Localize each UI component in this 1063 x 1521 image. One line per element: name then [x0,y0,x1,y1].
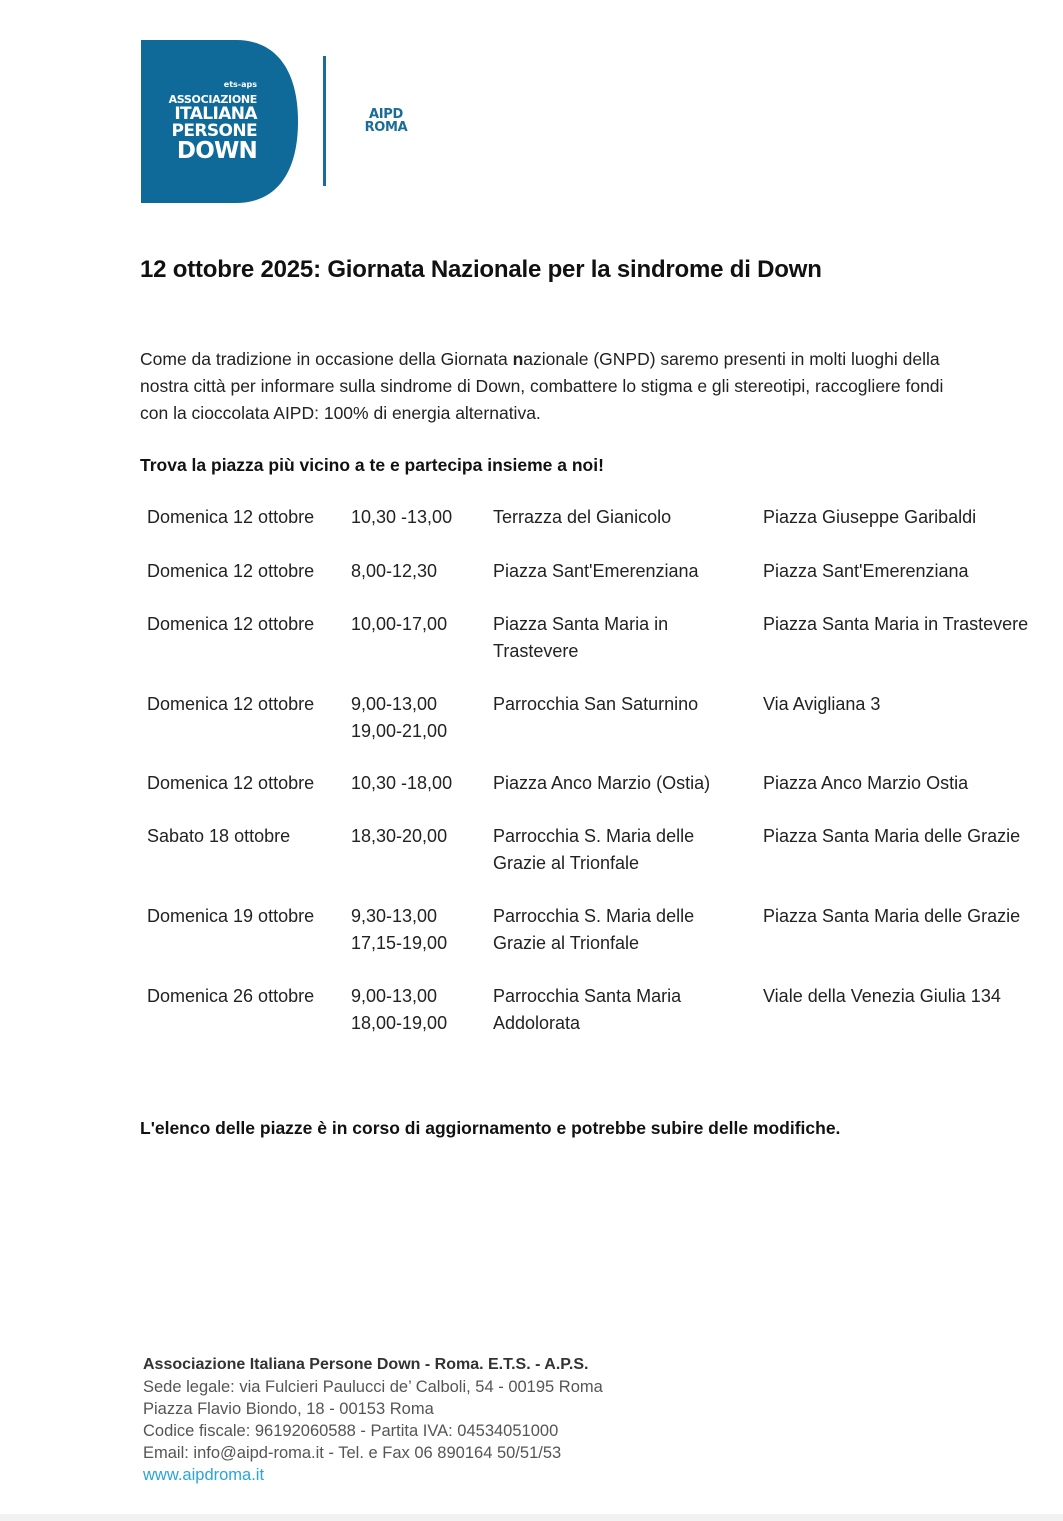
row-time: 9,00-13,00 [351,694,438,714]
row-date: Domenica 12 ottobre [147,507,315,527]
row-address: Viale della Venezia Giulia 134 [763,986,1001,1006]
footer-org: Associazione Italiana Persone Down - Roma. E.T.S. - A.P.S. [143,1356,589,1373]
sublogo [361,108,411,134]
row-address: Piazza Giuseppe Garibaldi [763,507,977,527]
row-times [351,558,437,585]
footer-line-legal: Sede legale: via Fulcieri Paulucci de’ Calboli, 54 - 00195 Roma [143,1378,603,1396]
row-place-line: Terrazza del Gianicolo [493,507,672,527]
row-place-line: Piazza Sant'Emerenziana [493,561,699,581]
intro-part-1: Come da tradizione in occasione della Giornata [140,349,513,369]
intro-paragraph [140,346,960,427]
row-place [493,558,699,585]
row-date: Domenica 12 ottobre [147,614,315,634]
row-place [493,823,694,877]
footer-line-contact: Email: info@aipd-roma.it - Tel. e Fax 06 890164 50/51/53 [143,1444,562,1462]
row-times [351,823,447,850]
row-time: 10,30 -18,00 [351,773,453,793]
row-date: Domenica 26 ottobre [147,986,315,1006]
row-time: 8,00-12,30 [351,561,438,581]
row-time: 18,30-20,00 [351,826,448,846]
row-times [351,983,447,1037]
row-time: 19,00-21,00 [351,721,448,741]
row-times [351,611,447,638]
row-place-line: Parrocchia Santa Maria [493,986,682,1006]
row-time: 17,15-19,00 [351,933,448,953]
row-time: 9,30-13,00 [351,906,438,926]
bottom-bar [0,1514,1063,1521]
footer-line-address: Piazza Flavio Biondo, 18 - 00153 Roma [143,1400,434,1418]
row-place [493,691,698,718]
sublogo-line-2: ROMA [364,120,408,135]
row-place-line: Piazza Anco Marzio (Ostia) [493,773,711,793]
row-place [493,903,694,957]
intro-bold-letter: n [512,349,524,369]
row-times [351,691,447,745]
call-to-action: Trova la piazza più vicino a te e partecipa insieme a noi! [140,455,604,475]
row-time: 9,00-13,00 [351,986,438,1006]
row-date: Domenica 19 ottobre [147,906,315,926]
footer [143,1354,603,1486]
logo-line-2: ITALIANA [174,104,257,124]
row-place-line: Parrocchia San Saturnino [493,694,699,714]
row-place [493,770,710,797]
row-place [493,611,668,665]
update-note: L'elenco delle piazze è in corso di aggiornamento e potrebbe subire delle modifiche. [140,1118,841,1138]
row-times [351,770,452,797]
row-place-line: Trastevere [493,641,579,661]
row-place-line: Parrocchia S. Maria delle [493,826,695,846]
row-date: Domenica 12 ottobre [147,773,315,793]
footer-line-tax: Codice fiscale: 96192060588 - Partita IVA: 04534051000 [143,1422,559,1440]
row-place [493,983,681,1037]
row-address: Piazza Anco Marzio Ostia [763,773,969,793]
page-title: 12 ottobre 2025: Giornata Nazionale per la sindrome di Down [140,256,822,283]
logo-tag: ets-aps [223,80,257,89]
logo-divider [323,56,326,186]
logo-line-3: PERSONE [171,121,257,141]
row-time: 10,00-17,00 [351,614,448,634]
row-date: Domenica 12 ottobre [147,561,315,581]
row-date: Sabato 18 ottobre [147,826,291,846]
row-place [493,504,671,531]
row-place-line: Grazie al Trionfale [493,933,640,953]
row-place-line: Addolorata [493,1013,581,1033]
row-times [351,903,447,957]
row-address: Piazza Santa Maria delle Grazie [763,906,1021,926]
row-address: Piazza Santa Maria delle Grazie [763,826,1021,846]
row-address: Via Avigliana 3 [763,694,881,714]
row-address: Piazza Santa Maria in Trastevere [763,614,1029,634]
row-time: 18,00-19,00 [351,1013,448,1033]
row-place-line: Parrocchia S. Maria delle [493,906,695,926]
footer-website-link[interactable]: www.aipdroma.it [143,1466,265,1484]
row-place-line: Piazza Santa Maria in [493,614,669,634]
logo-line-1: ASSOCIAZIONE [168,93,257,106]
logo-line-4: DOWN [176,138,257,164]
intro-part-2: azionale (GNPD) saremo presenti in molti luoghi della nostra città per informare sulla sindrome di Down, combattere lo stigma e gli stereotipi, raccogliere fondi con la cioccolata AIPD: 100% di energia alternativa. [140,349,944,423]
row-time: 10,30 -13,00 [351,507,453,527]
aipd-logo [141,40,298,203]
row-date: Domenica 12 ottobre [147,694,315,714]
row-address: Piazza Sant'Emerenziana [763,561,969,581]
row-place-line: Grazie al Trionfale [493,853,640,873]
row-times [351,504,452,531]
sublogo-line-1: AIPD [368,107,404,122]
